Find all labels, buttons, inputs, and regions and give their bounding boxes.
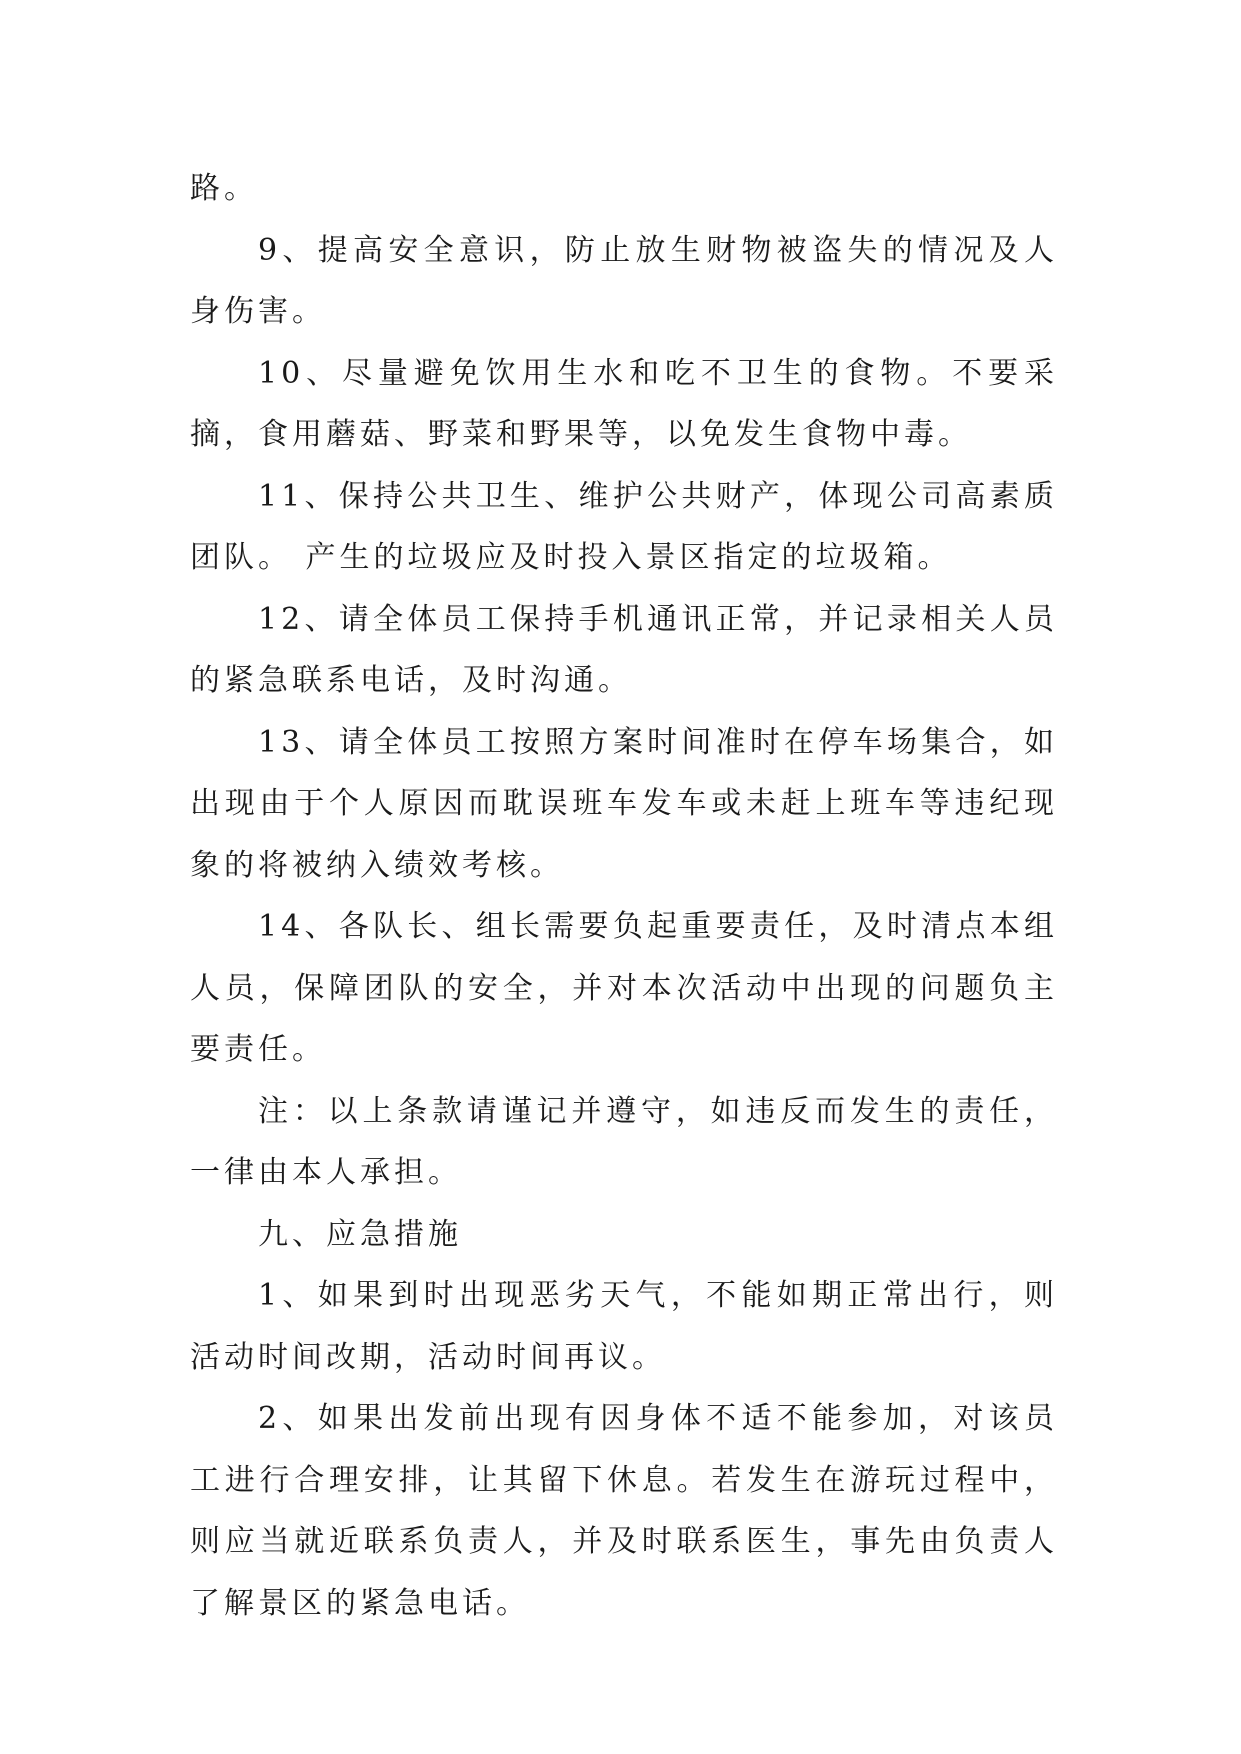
paragraph-item-12: 12、请全体员工保持手机通讯正常，并记录相关人员的紧急联系电话，及时沟通。 bbox=[190, 601, 1058, 698]
section-heading-emergency-measures: 九、应急措施 bbox=[258, 1216, 462, 1252]
paragraph-item-10: 10、尽量避免饮用生水和吃不卫生的食物。不要采摘，食用蘑菇、野菜和野果等，以免发生食物中毒。 bbox=[190, 355, 1058, 452]
paragraph-emergency-2: 2、如果出发前出现有因身体不适不能参加，对该员工进行合理安排，让其留下休息。若发生在游玩过程中，则应当就近联系负责人，并及时联系医生，事先由负责人了解景区的紧急电话。 bbox=[190, 1401, 1058, 1621]
paragraph-note: 注：以上条款请谨记并遵守，如违反而发生的责任，一律由本人承担。 bbox=[190, 1093, 1058, 1190]
paragraph-item-13: 13、请全体员工按照方案时间准时在停车场集合，如出现由于个人原因而耽误班车发车或未赶上班车等违纪现象的将被纳入绩效考核。 bbox=[190, 724, 1058, 883]
paragraph-continuation: 路。 bbox=[190, 171, 258, 206]
paragraph-item-11: 11、保持公共卫生、维护公共财产，体现公司高素质团队。 产生的垃圾应及时投入景区指定的垃圾箱。 bbox=[190, 478, 1058, 575]
paragraph-emergency-1: 1、如果到时出现恶劣天气，不能如期正常出行，则活动时间改期，活动时间再议。 bbox=[190, 1278, 1058, 1375]
document-body bbox=[190, 158, 1058, 1634]
paragraph-item-14: 14、各队长、组长需要负起重要责任，及时清点本组人员，保障团队的安全，并对本次活动中出现的问题负主要责任。 bbox=[190, 909, 1058, 1067]
paragraph-item-9: 9、提高安全意识，防止放生财物被盗失的情况及人身伤害。 bbox=[190, 232, 1058, 329]
